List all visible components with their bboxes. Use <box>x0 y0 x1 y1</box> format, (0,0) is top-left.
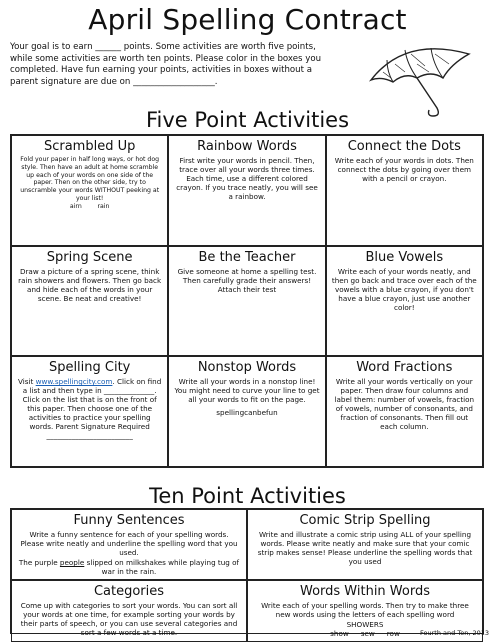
spelling-city-link[interactable]: www.spellingcity.com <box>35 377 113 387</box>
five-point-grid <box>10 134 484 468</box>
intro-text: Your goal is to earn ______ points. Some activities are worth five points, while some activities are worth ten points. Please color in the boxes you completed. Have fun earning your points, activities in boxes without a parent signature are due on ___________________. <box>10 42 322 87</box>
credit-text: Fourth and Ten, 2013 <box>420 629 489 637</box>
cell-example-word: SHOWERS <box>346 620 384 629</box>
cell-example: airn rain <box>69 202 110 210</box>
cell-text: Draw a picture of a spring scene, think rain showers and flowers. Then go back and hide each of the words in your scene. Be neat and creative! <box>18 266 162 303</box>
cell-text: Write each of your words neatly, and then go back and trace over each of the vowels with a blue crayon, if you don't have a blue crayon, just use another color! <box>331 266 477 312</box>
example-underlined-word: people <box>59 558 85 567</box>
example-word: row <box>386 629 400 638</box>
cell-title: Rainbow Words <box>197 139 297 154</box>
cell-title: Comic Strip Spelling <box>299 513 431 528</box>
cell-categories[interactable] <box>11 580 247 642</box>
cell-rainbow-words[interactable] <box>168 135 325 246</box>
cell-title: Connect the Dots <box>347 139 461 154</box>
signature-line: ________________________ <box>46 431 133 441</box>
cell-title: Word Fractions <box>356 360 453 376</box>
cell-title: Nonstop Words <box>197 360 297 376</box>
cell-text-after: . Click on find a list and then type in ______________. Click on the list that is on the front of this paper. Then choose one of the activities to practice your spelling words. Parent Signature Required <box>22 377 162 432</box>
cell-title: Spring Scene <box>46 249 133 265</box>
ten-point-heading: Ten Point Activities <box>149 484 346 508</box>
cell-title: Blue Vowels <box>365 249 444 265</box>
cell-comic-strip-spelling[interactable] <box>247 509 483 580</box>
example-before: The purple <box>18 558 58 567</box>
cell-text: Give someone at home a spelling test. Then carefully grade their answers! Attach their test <box>177 266 317 294</box>
cell-funny-sentences[interactable] <box>11 509 247 580</box>
cell-title: Funny Sentences <box>73 513 185 528</box>
cell-scrambled-up[interactable] <box>11 135 168 246</box>
cell-spelling-city[interactable] <box>11 356 168 467</box>
example-word: sew <box>360 629 375 638</box>
cell-text: Write each of your words in dots. Then connect the dots by going over them with a pencil or crayon. <box>334 156 474 183</box>
cell-example: spellingcanbefun <box>216 408 278 418</box>
cell-text: Write a funny sentence for each of your spelling words. Please write neatly and underline the spelling word that you used. <box>20 530 238 557</box>
cell-example <box>18 558 240 576</box>
cell-title: Be the Teacher <box>198 249 296 265</box>
cell-spring-scene[interactable] <box>11 246 168 357</box>
cell-text: Write and illustrate a comic strip using ALL of your spelling words. Please write neatly and make sure that your comic strip makes sense! Please underline the spelling words that you used <box>257 530 473 566</box>
cell-text <box>17 377 162 431</box>
cell-text: First write your words in pencil. Then, trace over all your words three times. Each time, use a different colored crayon. If you trace neatly, you will see a rainbow. <box>176 156 318 201</box>
cell-word-fractions[interactable] <box>326 356 483 467</box>
five-point-heading: Five Point Activities <box>145 108 350 132</box>
cell-text: Come up with categories to sort your words. You can sort all your words at one time, for example sorting your words by their parts of speech, or you can use several categories and sort a few words at a time. <box>20 601 238 637</box>
example-after: slipped on milkshakes while playing tug of war in the rain. <box>86 558 240 576</box>
cell-text: Write each of your spelling words. Then try to make three new words using the letters of each spelling word <box>261 601 469 619</box>
example-word: show <box>330 629 349 638</box>
cell-title: Categories <box>93 584 165 599</box>
ten-point-grid <box>10 508 484 638</box>
cell-text: Write all your words vertically on your paper. Then draw four columns and label them: number of vowels, fraction of vowels, number of consonants, and fraction of consonants. Then fill out each column. <box>334 377 475 432</box>
cell-blue-vowels[interactable] <box>326 246 483 357</box>
cell-title: Scrambled Up <box>43 139 136 154</box>
cell-title: Spelling City <box>48 360 131 376</box>
cell-connect-the-dots[interactable] <box>326 135 483 246</box>
cell-be-the-teacher[interactable] <box>168 246 325 357</box>
cell-nonstop-words[interactable] <box>168 356 325 467</box>
cell-text-before: Visit <box>18 377 34 387</box>
cell-title: Words Within Words <box>299 584 430 599</box>
cell-text: Fold your paper in half long ways, or hot dog style. Then have an adult at home scramble up each of your words on one side of the paper. Then on the other side, try to unscramble your words WITHOUT peeking at your list! <box>20 156 160 202</box>
cell-text: Write all your words in a nonstop line! You might need to curve your line to get all your words to fit on the page. <box>174 377 320 405</box>
page-title: April Spelling Contract <box>88 3 407 36</box>
